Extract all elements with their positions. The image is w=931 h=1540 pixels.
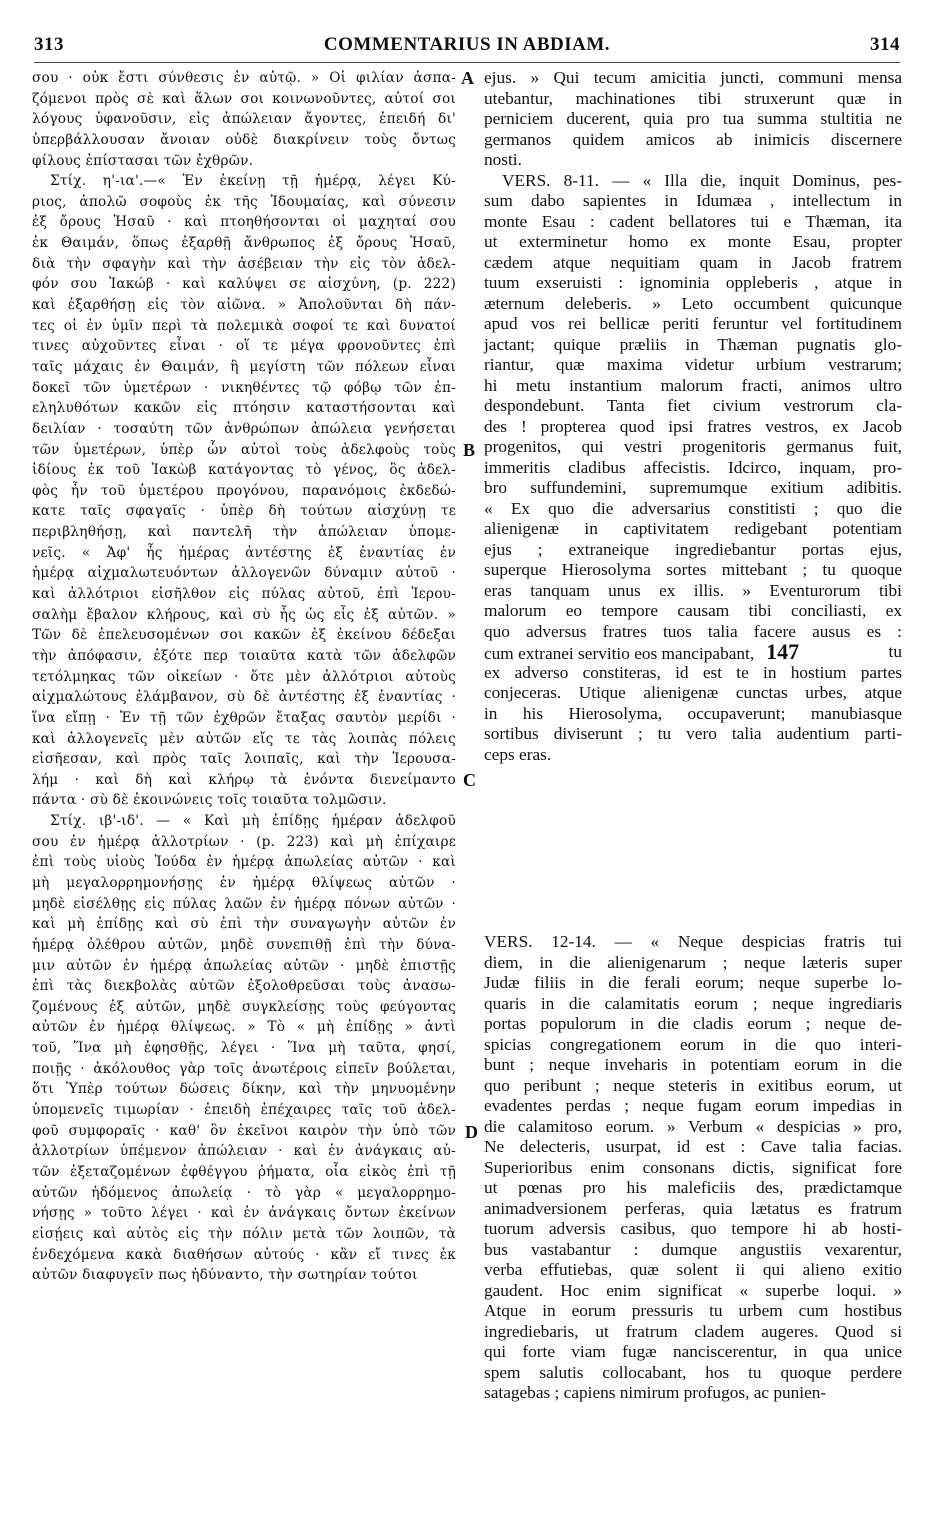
- text-line: ex adverso constiteras, id est te in hostium partes: [484, 662, 902, 682]
- text-line: ζομένους ἐξ αὐτῶν, μηδὲ συγκλείσῃς τοὺς φεύγοντας: [32, 998, 456, 1015]
- text-line: perniciem ducerent, quia pro tua summa stultitia ne: [484, 109, 902, 128]
- page-number-right: 314: [870, 34, 900, 55]
- text-line: φὸς ἦν τοῦ ὑμετέρου προγόνου, παρανόμοις ἐκδεδώ-: [32, 482, 456, 499]
- text-line: gaudent. Hoc enim significat « superbe loqui. »: [484, 1280, 902, 1300]
- text-line: εἰσῄεις καὶ αὐτὸς εἰς τὴν πόλιν μετὰ τῶν λοιπῶν, τὰ: [32, 1225, 456, 1242]
- text-line: ἐπὶ τὰς διεκβολὰς αὐτῶν ἐξολοθρεῦσαι τοὺς ἀνασω-: [32, 978, 456, 995]
- text-line: ejus ; extraneique ingrediebantur portas ejus,: [484, 539, 902, 559]
- text-line: κατε ταῖς σφαγαῖς · ὑπὲρ δὴ τούτων αἰσχύνῃ τε: [32, 503, 456, 520]
- text-line: φοῦ συμφοραῖς · καθ' ὃν ἐκεῖνοι καιρὸν τὴν ὑπὸ τῶν: [32, 1122, 456, 1139]
- text-line: ἐνδεχόμενα κακὰ διαθήσων αὐτούς · κἂν εἴ τινες ἐκ: [32, 1246, 456, 1263]
- text-line: καὶ μὴ ἐπίδῃς καὶ σὺ ἐπὶ τὴν συναγωγὴν αὐτῶν ἐν: [32, 916, 456, 933]
- text-line: μηδὲ εἰσέλθῃς εἰς πύλας λαῶν ἐν ἡμέρᾳ πόνων αὐτῶν ·: [32, 895, 456, 912]
- text-line: satagebas ; capiens nimirum profugos, ac punien-: [484, 1383, 827, 1402]
- text-line: ἰδίους ἐκ τοῦ Ἰακὼβ κατάγοντας τὸ γένος, ὃς ἀδελ-: [32, 462, 456, 479]
- text-line: despondebunt. Tanta fiet civium vestrorum cla-: [484, 396, 902, 415]
- text-line: αὐτῶν ἡδόμενος ἀπωλείᾳ · τὸ γὰρ « μεγαλορρημο-: [32, 1184, 456, 1201]
- text-line: animadversionem perferas, quia lætatus es fratrum: [484, 1198, 902, 1218]
- text-line: verba effutiebas, quæ solent ii qui alieno exitio: [484, 1260, 902, 1279]
- text-line: alienigenæ in captivitatem redigebant potentiam: [484, 519, 902, 538]
- text-line: ἀλλοτρίων ὑπέμενον ἀπώλειαν · καὶ ἐν ἀνάγκαις αὐ-: [32, 1143, 456, 1160]
- text-line: ἐξ ὄρους Ἡσαῦ · καὶ πτοηθήσονται οἱ μαχηταί σου: [32, 214, 456, 231]
- text-line: sortibus diviserunt ; tu vero talia audentium parti-: [484, 724, 902, 743]
- text-line: Στίχ. ιβ'-ιδ'. — « Καὶ μὴ ἐπίδῃς ἡμέραν ἀδελφοῦ: [50, 813, 456, 830]
- text-line: ἵνα εἴπῃ · Ἐν τῇ τῶν ἐχθρῶν ἔταξας σαυτὸν μερίδι ·: [32, 709, 456, 726]
- text-line: δειλίαν · τοσαύτη τῶν ἀνθρώπων ἀπώλεια γενήσεται: [32, 420, 456, 437]
- text-line: Atque in eorum pressuris tu urbem cum hostibus: [484, 1301, 902, 1320]
- text-line: εἰσῆεσαν, καὶ πρὸς ταῖς λοιπαῖς, καὶ τὴν Ἱερουσα-: [32, 751, 456, 768]
- header-rule: [34, 62, 900, 63]
- text-line: Ne delecteris, usurpat, id est : Cave talia facias.: [484, 1137, 902, 1156]
- text-line: καὶ ἀλλότριοι εἰσῆλθον εἰς πύλας αὐτοῦ, ἐπὶ Ἱερου-: [32, 586, 456, 603]
- text-line: μιν αὐτῶν ἐν ἡμέρᾳ ἀπωλείας αὐτῶν · μηδὲ ἐπιστῇς: [32, 957, 456, 974]
- text-line: περιβληθήσῃ, καὶ παντελῆ τὴν ἀπώλειαν ὑπομε-: [32, 524, 456, 541]
- text-line: riantur, quæ maxima videtur urbium vestrarum;: [484, 355, 902, 374]
- text-line: Τῶν δὲ ἐπελευσομένων σοι κακῶν ἐξ ἐκείνου δέδεξαι: [32, 627, 456, 644]
- text-line: λόγους ὑφανοῦσιν, εἰς ἀπώλειαν ἄγοντες, ἐπειδή δι': [32, 111, 456, 128]
- text-line: ἡμέρᾳ ὀλέθρου αὐτῶν, μηδὲ συνεπιθῇ ἐπὶ τὴν δύνα-: [32, 936, 456, 953]
- running-header: [34, 34, 900, 60]
- text-line: τῶν ὑμετέρων, ὑπὲρ ὧν αὐτοὶ τοὺς ἀδελφοὺς τοὺς: [32, 441, 456, 458]
- text-line: portas populorum in die cladis eorum ; neque de-: [484, 1014, 902, 1033]
- text-line: Στίχ. η'-ια'.—« Ἐν ἐκείνῃ τῇ ἡμέρᾳ, λέγει Κύ-: [50, 173, 456, 190]
- text-line: æternum deleberis. » Leto occumbent quicunque: [484, 293, 902, 313]
- text-line: καὶ ἐξαρθήσῃ εἰς τὸν αἰῶνα. » Ἀπολοῦνται δὴ πάν-: [32, 297, 456, 314]
- text-line: ποιῇς · ἀκόλουθος γὰρ τοῖς ἀνωτέροις εἰπεῖν βούλεται,: [32, 1060, 456, 1077]
- text-line: die calamitoso eorum. » Verbum « despicias » pro,: [484, 1116, 902, 1136]
- greek-column: [32, 68, 456, 1286]
- text-line: des ! propterea quod ipsi fratres vestros, ex Jacob: [484, 416, 902, 436]
- margin-marker-a: A: [461, 68, 474, 88]
- text-line: Judæ filiis in die ferali eorum; neque superbe lo-: [484, 973, 902, 992]
- text-line: τετόλμηκας τῶν οἰκείων · ὅτε μὲν ἀλλότριοι αὐτοὺς: [32, 668, 456, 685]
- text-line: ὅτι Ὑπὲρ τούτων δώσεις δίκην, καὶ τὴν μηνυομένην: [32, 1081, 456, 1098]
- text-line: τῶν ἐξεταζομένων ἐφθέγγου ῥήματα, οἷα εἰκὸς ἐπὶ τῇ: [32, 1163, 456, 1180]
- text-line: ὑπερβάλλουσαν ἄνοιαν οὐδὲ διακρίνειν τοὺς ὄντως: [32, 131, 456, 148]
- text-line: τοῦ, Ἵνα μὴ ἐφησθῇς, λέγει · Ἵνα μὴ ταῦτα, φησί,: [32, 1040, 456, 1057]
- text-line: νήσῃς » τοῦτο λέγει · καὶ ἐν ἀνάγκαις ὄντων ἐκείνων: [32, 1205, 456, 1222]
- text-line: σου · οὐκ ἔστι σύνθεσις ἐν αὐτῷ. » Οἱ φιλίαν ἀσπα-: [32, 70, 456, 86]
- margin-marker-d: D: [465, 1122, 478, 1142]
- text-line: spicias congregationem eorum in die quo interi-: [484, 1034, 902, 1054]
- text-line: « Ex quo die adversarius constitisti ; quo die: [484, 498, 902, 518]
- text-line: ζόμενοι πρὸς σὲ καὶ ἅλων σοι κοινωνοῦντες, αὐτοί σοι: [32, 90, 456, 107]
- text-line: qui forte viam fugæ nanciscerentur, in qua unice: [484, 1342, 902, 1361]
- text-line: conjeceras. Utique alienigenæ cunctas urbes, atque: [484, 683, 902, 702]
- text-line: ingrediebaris, ut fratrum cladem augeres. Quod si: [484, 1321, 902, 1341]
- text-line: monte Esau : cadent bellatores tui e Thæman, ita: [484, 211, 902, 231]
- text-line: δοκεῖ τῶν ὑμετέρων · νικηθέντες τῷ φόβῳ τῶν ἐπ-: [32, 379, 456, 396]
- margin-marker-c: C: [463, 770, 476, 790]
- text-line: cædem atque nequitiam quam in Jacob fratrem: [484, 252, 902, 272]
- text-line: τὴν ἀπόφασιν, ἐξότε περ τοιαῦτα κατὰ τῶν ἀδελφῶν: [32, 647, 456, 664]
- text-line: ριος, ἀπολῶ σοφοὺς ἐκ τῆς Ἰδουμαίας, καὶ σύνεσιν: [32, 193, 456, 210]
- text-line: σου ἐν ἡμέρᾳ ἀλλοτρίων · (p. 223) καὶ μὴ ἐπίχαιρε: [32, 833, 456, 850]
- text-line: VERS. 12-14. — « Neque despicias fratris tui: [484, 932, 902, 951]
- text-line: hi metu instantium malorum fracti, animos ultro: [484, 375, 902, 395]
- text-line: τινες αὐχοῦντες εἶναι · οἵ τε μέγα φρονοῦντες ἐπὶ: [32, 338, 456, 355]
- text-line: λήμ · καὶ δὴ καὶ κλήρῳ τὰ ἐνόντα διενείμαντο: [32, 771, 456, 788]
- text-line: φόν σου Ἰακώβ · καὶ καλύψει σε αἰσχύνη, (p. 222): [32, 276, 456, 293]
- text-line: cum extranei servitio eos mancipabant, 147 tu: [484, 639, 902, 664]
- text-line: in his Hierosolyma, occupaverunt; manubiasque: [484, 703, 902, 723]
- text-line: μὴ μεγαλορρημονήσῃς ἐν ἡμέρᾳ θλίψεως αὐτῶν ·: [32, 874, 456, 891]
- text-line: ὑπομενεῖς τιμωρίαν · ἐπειδὴ ἐπέχαιρες ταῖς τοῦ ἀδελ-: [32, 1102, 456, 1119]
- text-line: Superioribus enim consonans dictis, significat fore: [484, 1157, 902, 1177]
- inline-continuation: tu: [888, 642, 902, 661]
- text-line: bunt ; neque inveharis in potentiam eorum in die: [484, 1055, 902, 1074]
- text-line: πάντα · σὺ δὲ ἐκοινώνεις τοῖς τοιαῦτα τολμῶσιν.: [32, 792, 387, 809]
- text-line: αἰχμαλώτους ἐλάμβανον, σὺ δὲ ἀντέστης ἐξ ἐναντίας ·: [32, 689, 456, 706]
- text-line: ut exterminetur homo ex monte Esau, propter: [484, 232, 902, 251]
- text-line: VERS. 8-11. — « Illa die, inquit Dominus, pes-: [502, 170, 902, 190]
- text-line: ταῖς μάχαις ἐν Θαιμάν, ἣ μεγίστη τῶν πόλεων εἶναι: [32, 358, 456, 375]
- text-line: eras tanquam unus ex illis. » Eventurorum tibi: [484, 580, 902, 600]
- text-line: utebantur, machinationes tibi struxerunt quæ in: [484, 88, 902, 108]
- text-line: φίλους ἐπίστασαι τῶν ἐχθρῶν.: [32, 152, 254, 169]
- text-line: quaris in die calamitatis eorum ; neque ingrediaris: [484, 993, 902, 1013]
- text-line: bro suffundemini, supremumque exitium adibitis.: [484, 478, 902, 497]
- text-line: jactant; quique præliis in Thæman pugnatis glo-: [484, 334, 902, 354]
- text-line: εληλυθότων κακῶν εἰς πτόησιν καταστήσονται καὶ: [32, 400, 456, 417]
- text-line: diem, in die alienigenarum ; neque læteris super: [484, 952, 902, 972]
- text-line: καὶ ἀλλογενεῖς μὲν αὐτῶν εἴς τε τὰς λοιπὰς πόλεις: [32, 730, 456, 747]
- text-line: malorum eo tempore causam tibi conciliasti, ex: [484, 601, 902, 620]
- text-line: ceps eras.: [484, 744, 552, 764]
- running-title: COMMENTARIUS IN ABDIAM.: [323, 34, 611, 55]
- text-line: immeritis cladibus affecistis. Idcirco, inquam, pro-: [484, 457, 902, 477]
- text-line: ἡμέρᾳ αἰχμαλωτευόντων ἀλλογενῶν δύναμιν αὐτοῦ ·: [32, 565, 456, 582]
- page-number-left: 313: [34, 34, 64, 55]
- latin-column-second-section: [484, 932, 902, 1404]
- text-line: tuum exseruisti : ignominia oppleberis , atque in: [484, 273, 902, 292]
- text-line: spem salutis collocabant, hos tu quoque perdere: [484, 1362, 902, 1382]
- text-line: quo adversus fratres tuos talia facere ausus es :: [484, 621, 902, 641]
- text-line: νεῖς. « Ἀφ' ἧς ἡμέρας ἀντέστης ἐξ ἐναντίας ἐν: [32, 544, 456, 561]
- column-number: 147: [766, 639, 800, 664]
- text-line: bus vastabantur : dumque angustiis vexarentur,: [484, 1239, 902, 1259]
- text-line: ἐκ Θαιμάν, ὅπως ἐξαρθῇ ἄνθρωπος ἐξ ὄρους Ἡσαῦ,: [32, 235, 456, 252]
- text-line: ut pœnas pro his maleficiis des, prædictamque: [484, 1178, 902, 1197]
- text-line: quo peribunt ; neque steteris in exitibus eorum, ut: [484, 1075, 902, 1095]
- text-line: apud vos rei bellicæ periti feruntur vel fortitudinem: [484, 314, 902, 333]
- text-line: ejus. » Qui tecum amicitia juncti, communi mensa: [484, 68, 902, 87]
- text-line: progenitos, qui vestri progenitoris germanus fuit,: [484, 437, 902, 456]
- text-line: superque Hierosolyma sortes mittebant ; tu quoque: [484, 560, 902, 579]
- text-line: nosti.: [484, 150, 522, 169]
- text-line: διὰ τὴν σφαγὴν καὶ τὴν ἀσέβειαν τὴν εἰς τὸν ἀδελ-: [32, 255, 456, 272]
- text-line: αὐτῶν ἐν ἡμέρᾳ θλίψεως. » Τὸ « μὴ ἐπίδῃς » ἀντὶ: [32, 1019, 456, 1036]
- text-line: αὐτῶν διαφυγεῖν πως ἠδύναντο, τὴν σωτηρίαν τούτοι: [32, 1267, 418, 1284]
- text-line: evadentes perdas ; neque fugam eorum impedias in: [484, 1096, 902, 1115]
- text-line: ἐπὶ τοὺς υἱοὺς Ἰούδα ἐν ἡμέρᾳ ἀπωλείας αὐτῶν · καὶ: [32, 854, 456, 871]
- text-line: σαλὴμ ἔβαλον κλήρους, καὶ σὺ ἧς ὡς εἷς ἐξ αὐτῶν. »: [32, 606, 456, 623]
- text-line: sum dabo sapientes in Idumæa , intellectum in: [484, 191, 902, 210]
- margin-marker-b: B: [463, 440, 476, 460]
- text-line: τες οἱ ἐν ὑμῖν περὶ τὰ πολεμικὰ σοφοί τε καὶ δυνατοί: [32, 317, 456, 334]
- text-line: tuorum adversis casibus, quo tempore hi ab hosti-: [484, 1219, 902, 1238]
- latin-column: [484, 68, 902, 765]
- text-line: germanos quidem amicos ab inimicis discernere: [484, 129, 902, 149]
